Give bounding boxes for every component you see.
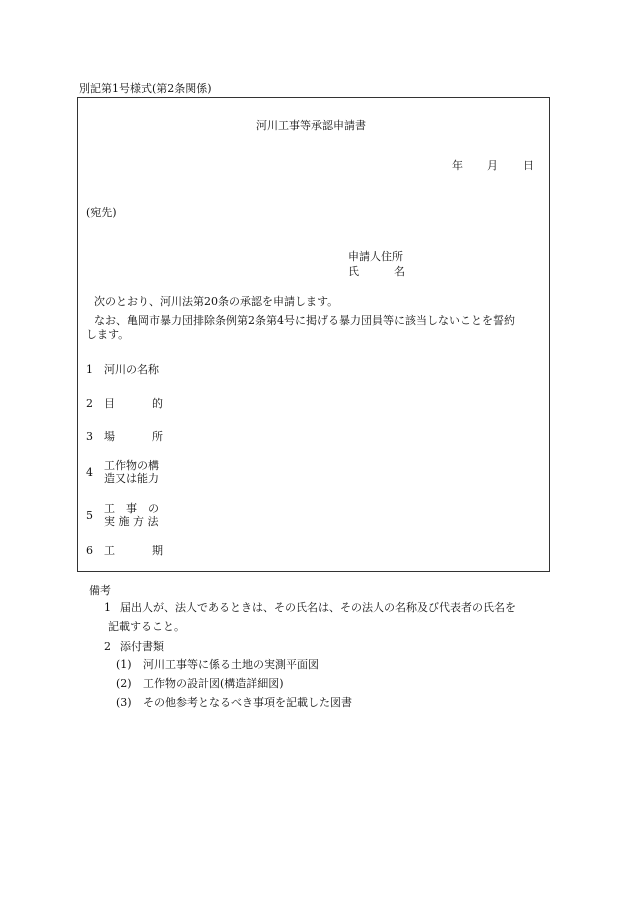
date-day-label: 日 — [523, 159, 534, 172]
item-label-location-a: 場 — [104, 430, 115, 443]
item-6 — [86, 544, 104, 557]
note-1-line1: 届出人が、法人であるときは、その氏名は、その法人の名称及び代表者の氏名を — [120, 601, 516, 614]
date-month-label: 月 — [487, 159, 498, 172]
item-label-river-name: 河川の名称 — [104, 363, 159, 376]
addressee-label: (宛先) — [86, 206, 117, 219]
applicant-address-label: 申請人住所 — [348, 250, 403, 263]
item-number: 2 — [86, 397, 93, 410]
attachment-3-number: (3) — [116, 696, 132, 709]
form-title: 河川工事等承認申請書 — [256, 119, 366, 132]
attachment-2-number: (2) — [116, 677, 132, 690]
item-label-purpose-a: 目 — [104, 397, 115, 410]
applicant-name-label-1: 氏 — [348, 265, 359, 278]
item-label-method-line2: 実 施 方 法 — [104, 515, 159, 528]
statement-pledge-line1: なお、亀岡市暴力団排除条例第2条第4号に掲げる暴力団員等に該当しないことを誓約 — [94, 314, 515, 327]
item-number: 6 — [86, 544, 93, 557]
item-label-location-b: 所 — [152, 430, 163, 443]
date-year-label: 年 — [452, 159, 463, 172]
item-label-purpose-b: 的 — [152, 397, 163, 410]
note-2-text: 添付書類 — [120, 640, 164, 653]
attachment-1-text: 河川工事等に係る土地の実測平面図 — [143, 658, 319, 671]
item-5-number: 5 — [86, 509, 93, 522]
note-1-line2: 記載すること。 — [108, 620, 185, 633]
notes-heading: 備考 — [89, 584, 111, 597]
item-label-structure-line2: 造又は能力 — [104, 472, 159, 485]
form-number-label: 別記第1号様式(第2条関係) — [79, 82, 212, 95]
item-label-structure-line1: 工作物の構 — [104, 459, 159, 472]
item-3 — [86, 430, 104, 443]
item-label-method-line1: 工 事 の — [104, 502, 159, 515]
attachment-1-number: (1) — [116, 658, 132, 671]
item-label-period-b: 期 — [152, 544, 163, 557]
statement-pledge-line2: します。 — [86, 328, 130, 341]
item-4-number: 4 — [86, 466, 93, 479]
item-2 — [86, 397, 104, 410]
applicant-name-label-2: 名 — [394, 265, 405, 278]
application-form-frame — [77, 97, 550, 572]
statement-approval: 次のとおり、河川法第20条の承認を申請します。 — [94, 295, 339, 308]
note-2-number: 2 — [104, 640, 111, 653]
item-number: 3 — [86, 430, 93, 443]
attachment-3-text: その他参考となるべき事項を記載した図書 — [143, 696, 352, 709]
note-1-number: 1 — [104, 601, 111, 614]
attachment-2-text: 工作物の設計図(構造詳細図) — [143, 677, 284, 690]
item-1 — [86, 363, 159, 376]
item-label-period-a: 工 — [104, 544, 115, 557]
item-number: 1 — [86, 363, 93, 376]
